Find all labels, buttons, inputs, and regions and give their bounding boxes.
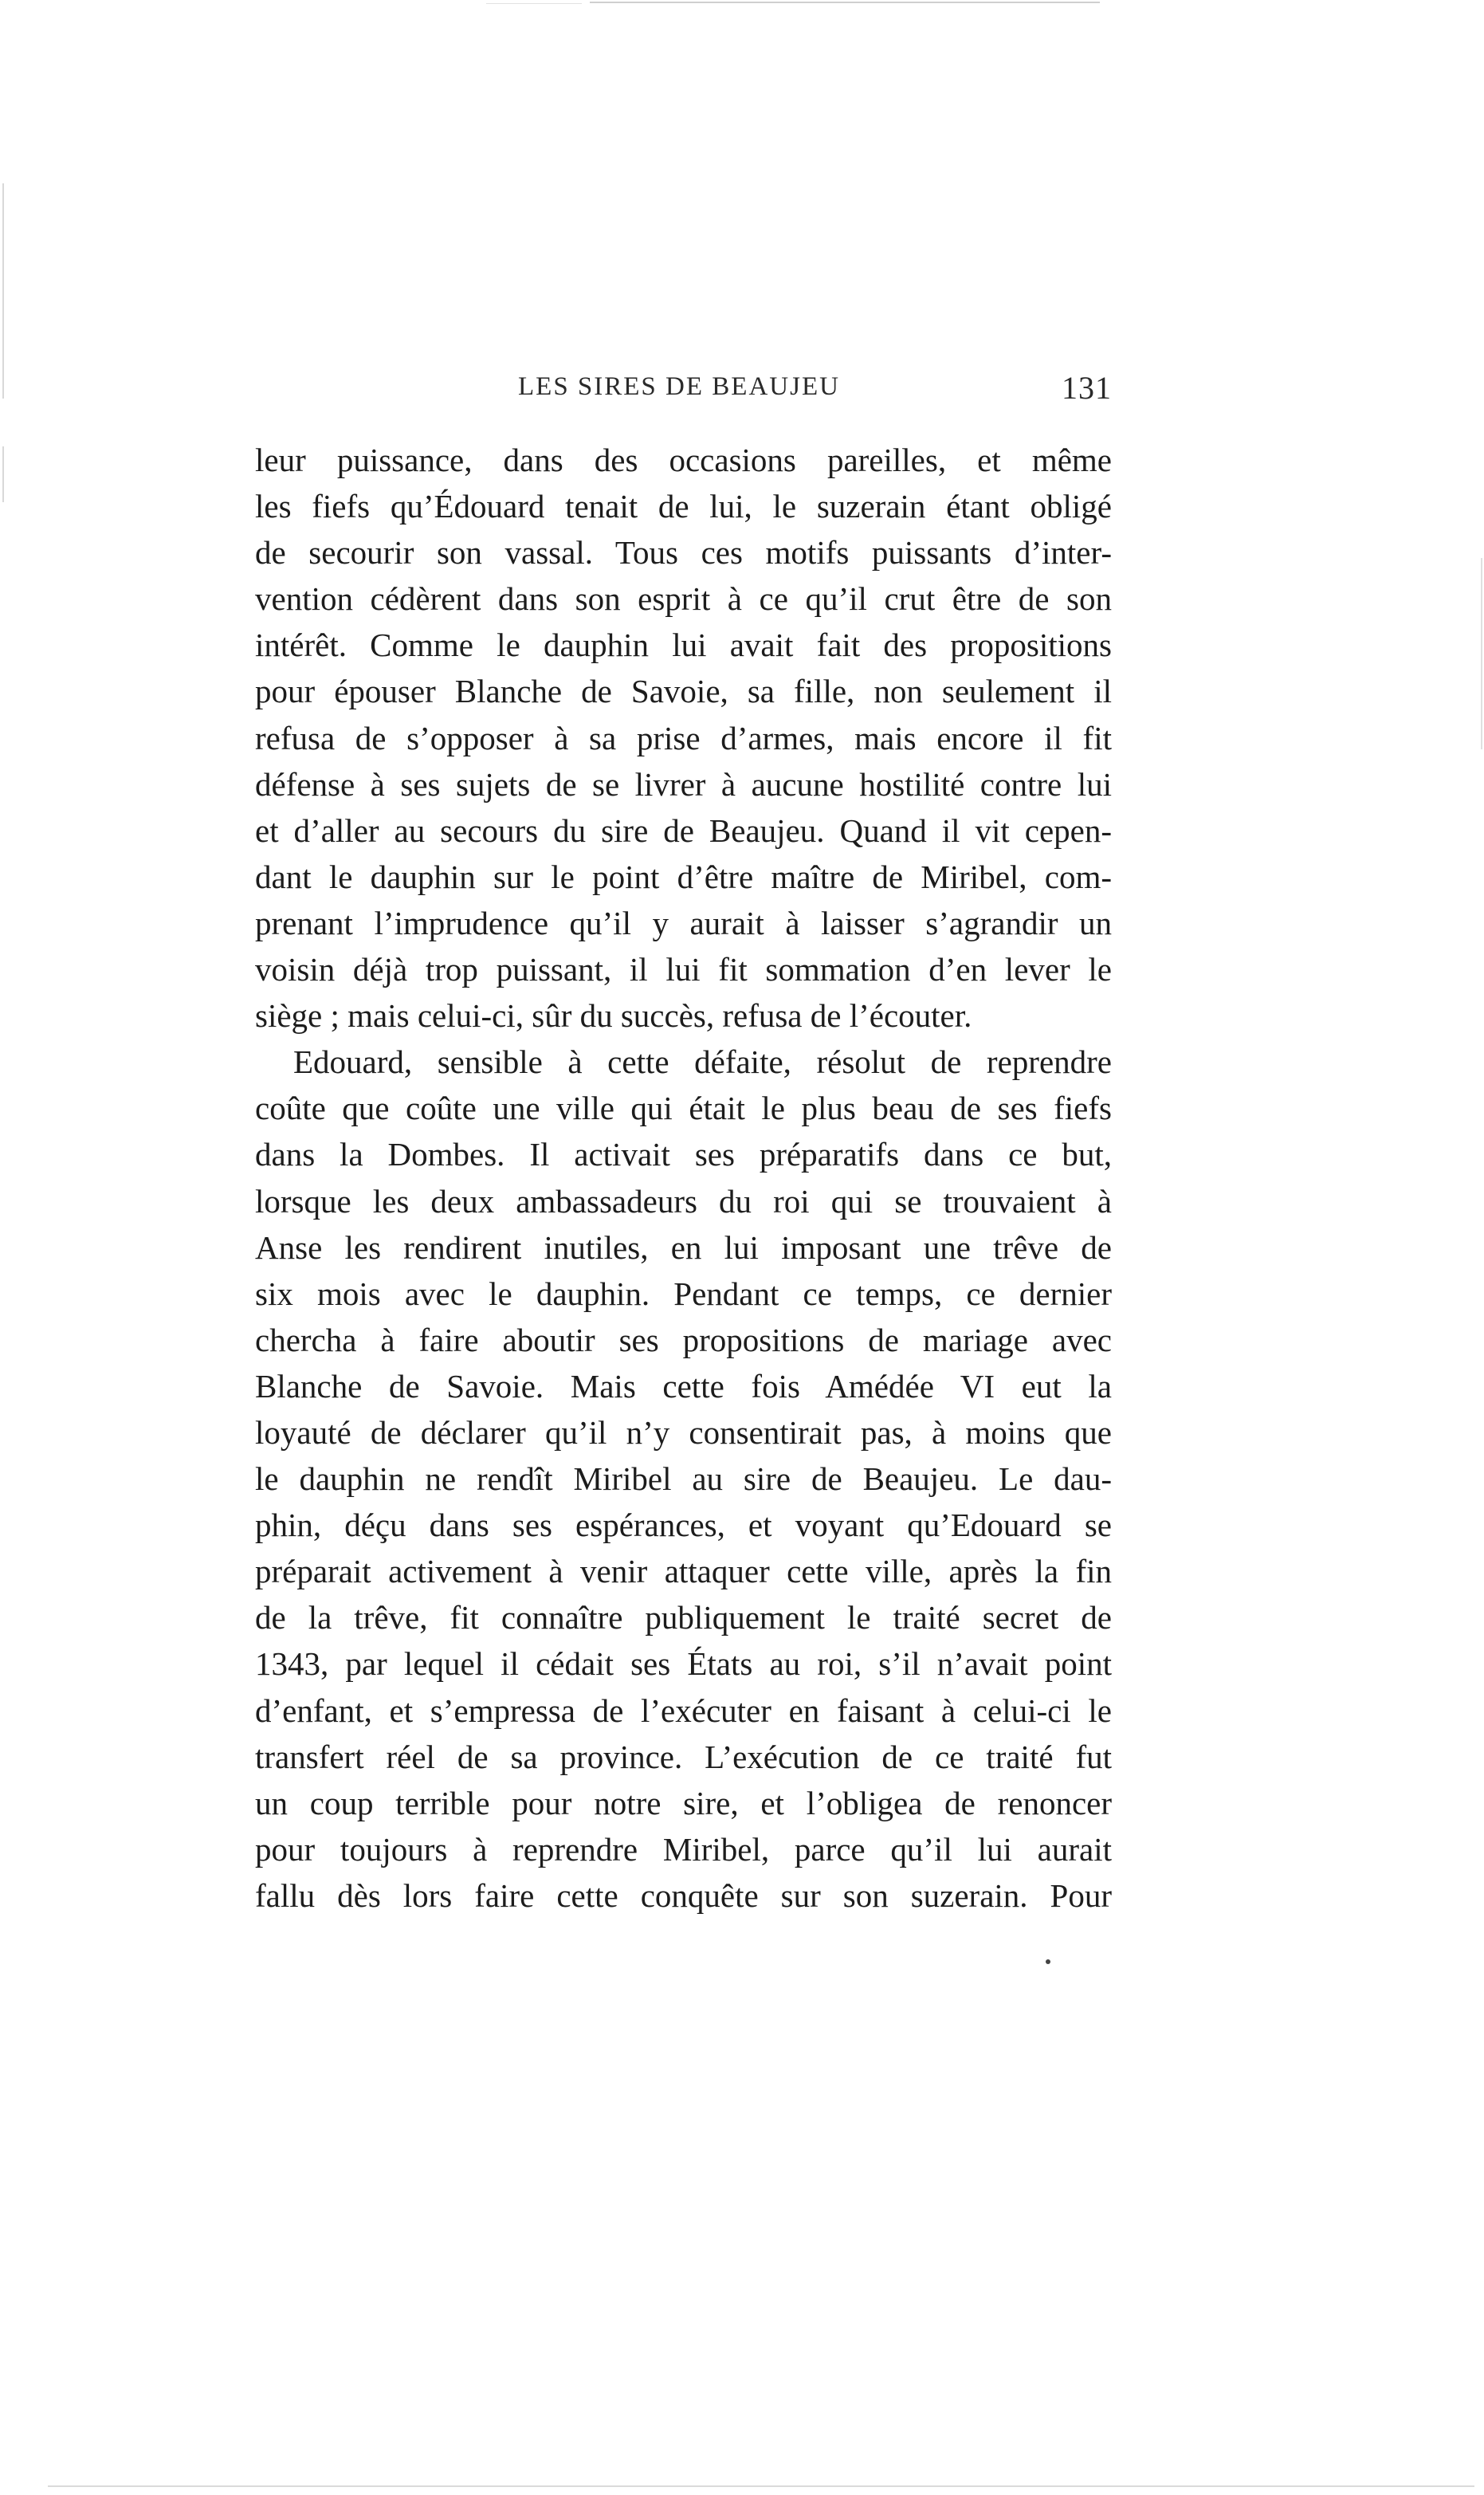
- ink-speck: [1046, 1959, 1050, 1964]
- text-line: les fiefs qu’Édouard tenait de lui, le suzerain étant obligé: [255, 488, 1112, 525]
- running-title: LES SIRES DE BEAUJEU: [518, 372, 840, 401]
- text-line: refusa de s’opposer à sa prise d’armes, mais encore il fit: [255, 719, 1112, 756]
- text-line: coûte que coûte une ville qui était le plus beau de ses fiefs: [255, 1090, 1112, 1127]
- text-line: leur puissance, dans des occasions pareilles, et même: [255, 442, 1112, 478]
- text-line: pour toujours à reprendre Miribel, parce qu’il lui aurait: [255, 1830, 1112, 1868]
- page-number: 131: [1062, 370, 1112, 406]
- paragraph: [255, 437, 1112, 1039]
- text-line: dans la Dombes. Il activait ses préparatifs dans ce but,: [255, 1136, 1112, 1173]
- scan-edge-line: [1481, 558, 1482, 749]
- text-line: prenant l’imprudence qu’il y aurait à laisser s’agrandir un: [255, 904, 1112, 941]
- text-line: phin, déçu dans ses espérances, et voyant qu’Edouard se: [255, 1507, 1112, 1544]
- text-line: pour épouser Blanche de Savoie, sa fille, non seulement il: [255, 673, 1112, 710]
- text-line: vention cédèrent dans son esprit à ce qu’il crut être de son: [255, 580, 1112, 618]
- text-line: et d’aller au secours du sire de Beaujeu. Quand il vit cepen-: [255, 811, 1112, 849]
- text-line: transfert réel de sa province. L’exécution de ce traité fut: [255, 1738, 1112, 1775]
- text-line: intérêt. Comme le dauphin lui avait fait des propositions: [255, 627, 1112, 664]
- text-line: voisin déjà trop puissant, il lui fit sommation d’en lever le: [255, 951, 1112, 988]
- text-line: défense à ses sujets de se livrer à aucune hostilité contre lui: [255, 765, 1112, 803]
- text-line: six mois avec le dauphin. Pendant ce temps, ce dernier: [255, 1275, 1112, 1312]
- text-line: chercha à faire aboutir ses propositions de mariage avec: [255, 1321, 1112, 1358]
- text-line: fallu dès lors faire cette conquête sur son suzerain. Pour: [255, 1876, 1112, 1914]
- text-line: d’enfant, et s’empressa de l’exécuter en faisant à celui-ci le: [255, 1691, 1112, 1729]
- text-line: Blanche de Savoie. Mais cette fois Amédée VI eut la: [255, 1367, 1112, 1405]
- scan-edge-line: [2, 446, 4, 502]
- paragraph: [255, 1039, 1112, 1919]
- text-line: de la trêve, fit connaître publiquement le traité secret de: [255, 1599, 1112, 1636]
- scan-edge-line: [48, 2485, 1474, 2487]
- scan-edge-line: [590, 2, 1100, 3]
- scan-edge-line: [2, 183, 4, 399]
- text-line: dant le dauphin sur le point d’être maître de Miribel, com-: [255, 858, 1112, 895]
- running-head: [255, 372, 1112, 412]
- text-line: un coup terrible pour notre sire, et l’obligea de renoncer: [255, 1784, 1112, 1821]
- text-line: le dauphin ne rendît Miribel au sire de Beaujeu. Le dau-: [255, 1460, 1112, 1498]
- text-line: Anse les rendirent inutiles, en lui imposant une trêve de: [255, 1228, 1112, 1266]
- scan-edge-line: [486, 3, 582, 4]
- text-line: préparait activement à venir attaquer cette ville, après la fin: [255, 1553, 1112, 1590]
- body-text: [255, 437, 1112, 1919]
- text-line: Edouard, sensible à cette défaite, résolut de reprendre: [293, 1043, 1112, 1081]
- text-line: loyauté de déclarer qu’il n’y consentirait pas, à moins que: [255, 1413, 1112, 1451]
- text-line: de secourir son vassal. Tous ces motifs puissants d’inter-: [255, 534, 1112, 572]
- text-line: lorsque les deux ambassadeurs du roi qui se trouvaient à: [255, 1182, 1112, 1220]
- text-line: 1343, par lequel il cédait ses États au roi, s’il n’avait point: [255, 1645, 1112, 1683]
- text-line: siège ; mais celui-ci, sûr du succès, refusa de l’écouter.: [255, 997, 972, 1035]
